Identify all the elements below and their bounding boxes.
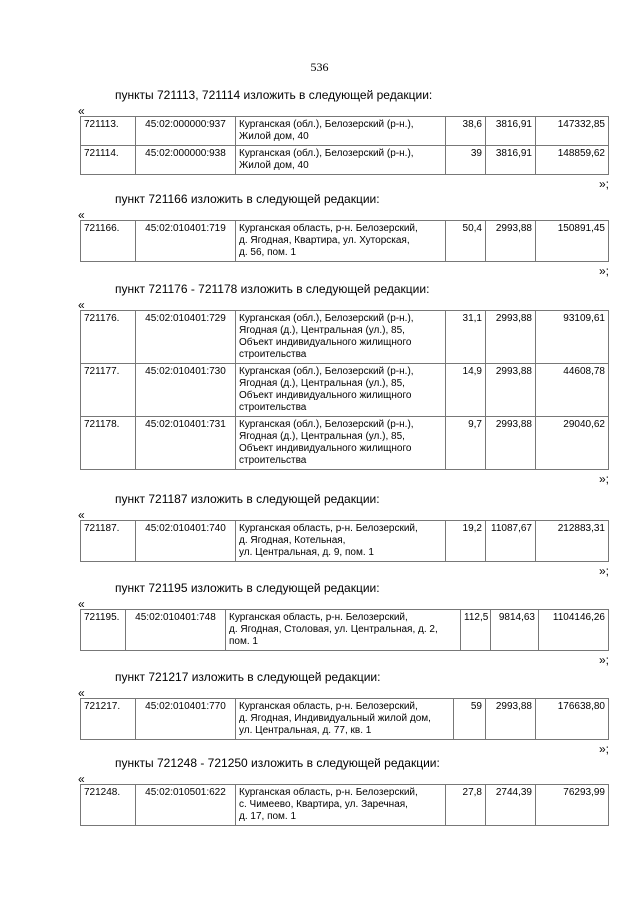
cadastral-number: 45:02:000000:938 (136, 146, 236, 175)
address-line: Курганская (обл.), Белозерский (р-н.), (239, 366, 414, 377)
item-number: 721178. (81, 417, 136, 470)
address-line: д. 56, пом. 1 (239, 247, 297, 258)
table-row (81, 785, 609, 826)
area-value: 27,8 (446, 785, 486, 826)
page-number: 536 (310, 60, 329, 74)
item-number: 721195. (81, 610, 126, 651)
address-line: Жилой дом, 40 (239, 131, 309, 142)
section-heading: пункт 721195 изложить в следующей редакции: (115, 581, 380, 595)
address-line: Ягодная (д.), Центральная (ул.), 85, (239, 325, 405, 336)
address-line: с. Чимеево, Квартира, ул. Заречная, (239, 799, 408, 810)
item-number: 721177. (81, 364, 136, 417)
address-cell (236, 417, 446, 470)
address-line: Объект индивидуального жилищного (239, 337, 412, 348)
unit-price: 2744,39 (486, 785, 536, 826)
close-quote: »; (598, 177, 609, 191)
cadastral-number: 45:02:010401:719 (136, 221, 236, 262)
open-quote: « (78, 686, 85, 700)
address-line: Курганская (обл.), Белозерский (р-н.), (239, 148, 414, 159)
cadastral-value: 212883,31 (536, 521, 609, 562)
cadastral-value: 150891,45 (536, 221, 609, 262)
section-heading: пункт 721187 изложить в следующей редакции: (115, 492, 380, 506)
address-line: Курганская область, р-н. Белозерский, (239, 523, 418, 534)
address-line: д. 17, пом. 1 (239, 811, 297, 822)
item-number: 721166. (81, 221, 136, 262)
open-quote: « (78, 597, 85, 611)
item-number: 721176. (81, 311, 136, 364)
cadastral-number: 45:02:000000:937 (136, 117, 236, 146)
address-line: д. Ягодная, Индивидуальный жилой дом, (239, 713, 431, 724)
table-row (81, 311, 609, 364)
area-value: 14,9 (446, 364, 486, 417)
address-line: строительства (239, 349, 307, 360)
address-line: Курганская (обл.), Белозерский (р-н.), (239, 119, 414, 130)
close-quote: »; (598, 472, 609, 486)
records-table (80, 116, 609, 175)
open-quote: « (78, 104, 85, 118)
cadastral-number: 45:02:010401:748 (126, 610, 226, 651)
section-heading: пункты 721113, 721114 изложить в следующей редакции: (115, 88, 433, 102)
table-row (81, 146, 609, 175)
cadastral-number: 45:02:010401:729 (136, 311, 236, 364)
close-quote: »; (598, 742, 609, 756)
address-line: Курганская область, р-н. Белозерский, (229, 612, 408, 623)
section-heading: пункт 721166 изложить в следующей редакции: (115, 192, 380, 206)
address-cell (236, 311, 446, 364)
address-line: д. Ягодная, Котельная, (239, 535, 346, 546)
unit-price: 2993,88 (486, 311, 536, 364)
address-line: Объект индивидуального жилищного (239, 443, 412, 454)
cadastral-value: 1104146,26 (539, 610, 609, 651)
unit-price: 2993,88 (486, 699, 536, 740)
address-line: строительства (239, 402, 307, 413)
unit-price: 2993,88 (486, 364, 536, 417)
address-line: Курганская (обл.), Белозерский (р-н.), (239, 313, 414, 324)
unit-price: 3816,91 (486, 146, 536, 175)
cadastral-value: 147332,85 (536, 117, 609, 146)
cadastral-value: 148859,62 (536, 146, 609, 175)
open-quote: « (78, 508, 85, 522)
table-row (81, 521, 609, 562)
area-value: 19,2 (446, 521, 486, 562)
cadastral-value: 44608,78 (536, 364, 609, 417)
address-line: пом. 1 (229, 636, 258, 647)
records-table (80, 220, 609, 262)
item-number: 721187. (81, 521, 136, 562)
open-quote: « (78, 208, 85, 222)
item-number: 721114. (81, 146, 136, 175)
address-line: Объект индивидуального жилищного (239, 390, 412, 401)
address-cell (236, 785, 446, 826)
address-line: Курганская область, р-н. Белозерский, (239, 223, 418, 234)
records-table (80, 310, 609, 470)
table-row (81, 699, 609, 740)
address-line: Курганская (обл.), Белозерский (р-н.), (239, 419, 414, 430)
address-line: Ягодная (д.), Центральная (ул.), 85, (239, 378, 405, 389)
area-value: 50,4 (446, 221, 486, 262)
cadastral-number: 45:02:010501:622 (136, 785, 236, 826)
address-line: д. Ягодная, Столовая, ул. Центральная, д. 2, (229, 624, 438, 635)
close-quote: »; (598, 264, 609, 278)
address-line: Курганская область, р-н. Белозерский, (239, 701, 418, 712)
section-heading: пункт 721176 - 721178 изложить в следующей редакции: (115, 282, 430, 296)
address-cell (236, 699, 454, 740)
cadastral-number: 45:02:010401:731 (136, 417, 236, 470)
address-line: ул. Центральная, д. 77, кв. 1 (239, 725, 372, 736)
records-table (80, 784, 609, 826)
cadastral-number: 45:02:010401:730 (136, 364, 236, 417)
address-line: Жилой дом, 40 (239, 160, 309, 171)
table-row (81, 417, 609, 470)
address-line: строительства (239, 455, 307, 466)
cadastral-value: 176638,80 (536, 699, 609, 740)
address-cell (236, 221, 446, 262)
area-value: 9,7 (446, 417, 486, 470)
table-row (81, 221, 609, 262)
address-cell (236, 521, 446, 562)
close-quote: »; (598, 653, 609, 667)
records-table (80, 698, 609, 740)
area-value: 38,6 (446, 117, 486, 146)
open-quote: « (78, 298, 85, 312)
area-value: 31,1 (446, 311, 486, 364)
item-number: 721217. (81, 699, 136, 740)
item-number: 721248. (81, 785, 136, 826)
section-heading: пункты 721248 - 721250 изложить в следующей редакции: (115, 756, 440, 770)
records-table (80, 609, 609, 651)
address-cell (236, 146, 446, 175)
address-cell (236, 364, 446, 417)
address-line: д. Ягодная, Квартира, ул. Хуторская, (239, 235, 410, 246)
table-row (81, 364, 609, 417)
unit-price: 9814,63 (491, 610, 539, 651)
close-quote: »; (598, 564, 609, 578)
area-value: 112,5 (461, 610, 491, 651)
table-row (81, 610, 609, 651)
cadastral-value: 29040,62 (536, 417, 609, 470)
cadastral-number: 45:02:010401:740 (136, 521, 236, 562)
address-cell (226, 610, 461, 651)
unit-price: 3816,91 (486, 117, 536, 146)
cadastral-number: 45:02:010401:770 (136, 699, 236, 740)
unit-price: 11087,67 (486, 521, 536, 562)
unit-price: 2993,88 (486, 417, 536, 470)
address-line: Ягодная (д.), Центральная (ул.), 85, (239, 431, 405, 442)
table-row (81, 117, 609, 146)
area-value: 59 (454, 699, 486, 740)
open-quote: « (78, 772, 85, 786)
address-line: ул. Центральная, д. 9, пом. 1 (239, 547, 374, 558)
cadastral-value: 93109,61 (536, 311, 609, 364)
unit-price: 2993,88 (486, 221, 536, 262)
records-table (80, 520, 609, 562)
address-cell (236, 117, 446, 146)
area-value: 39 (446, 146, 486, 175)
address-line: Курганская область, р-н. Белозерский, (239, 787, 418, 798)
item-number: 721113. (81, 117, 136, 146)
cadastral-value: 76293,99 (536, 785, 609, 826)
section-heading: пункт 721217 изложить в следующей редакции: (115, 670, 381, 684)
